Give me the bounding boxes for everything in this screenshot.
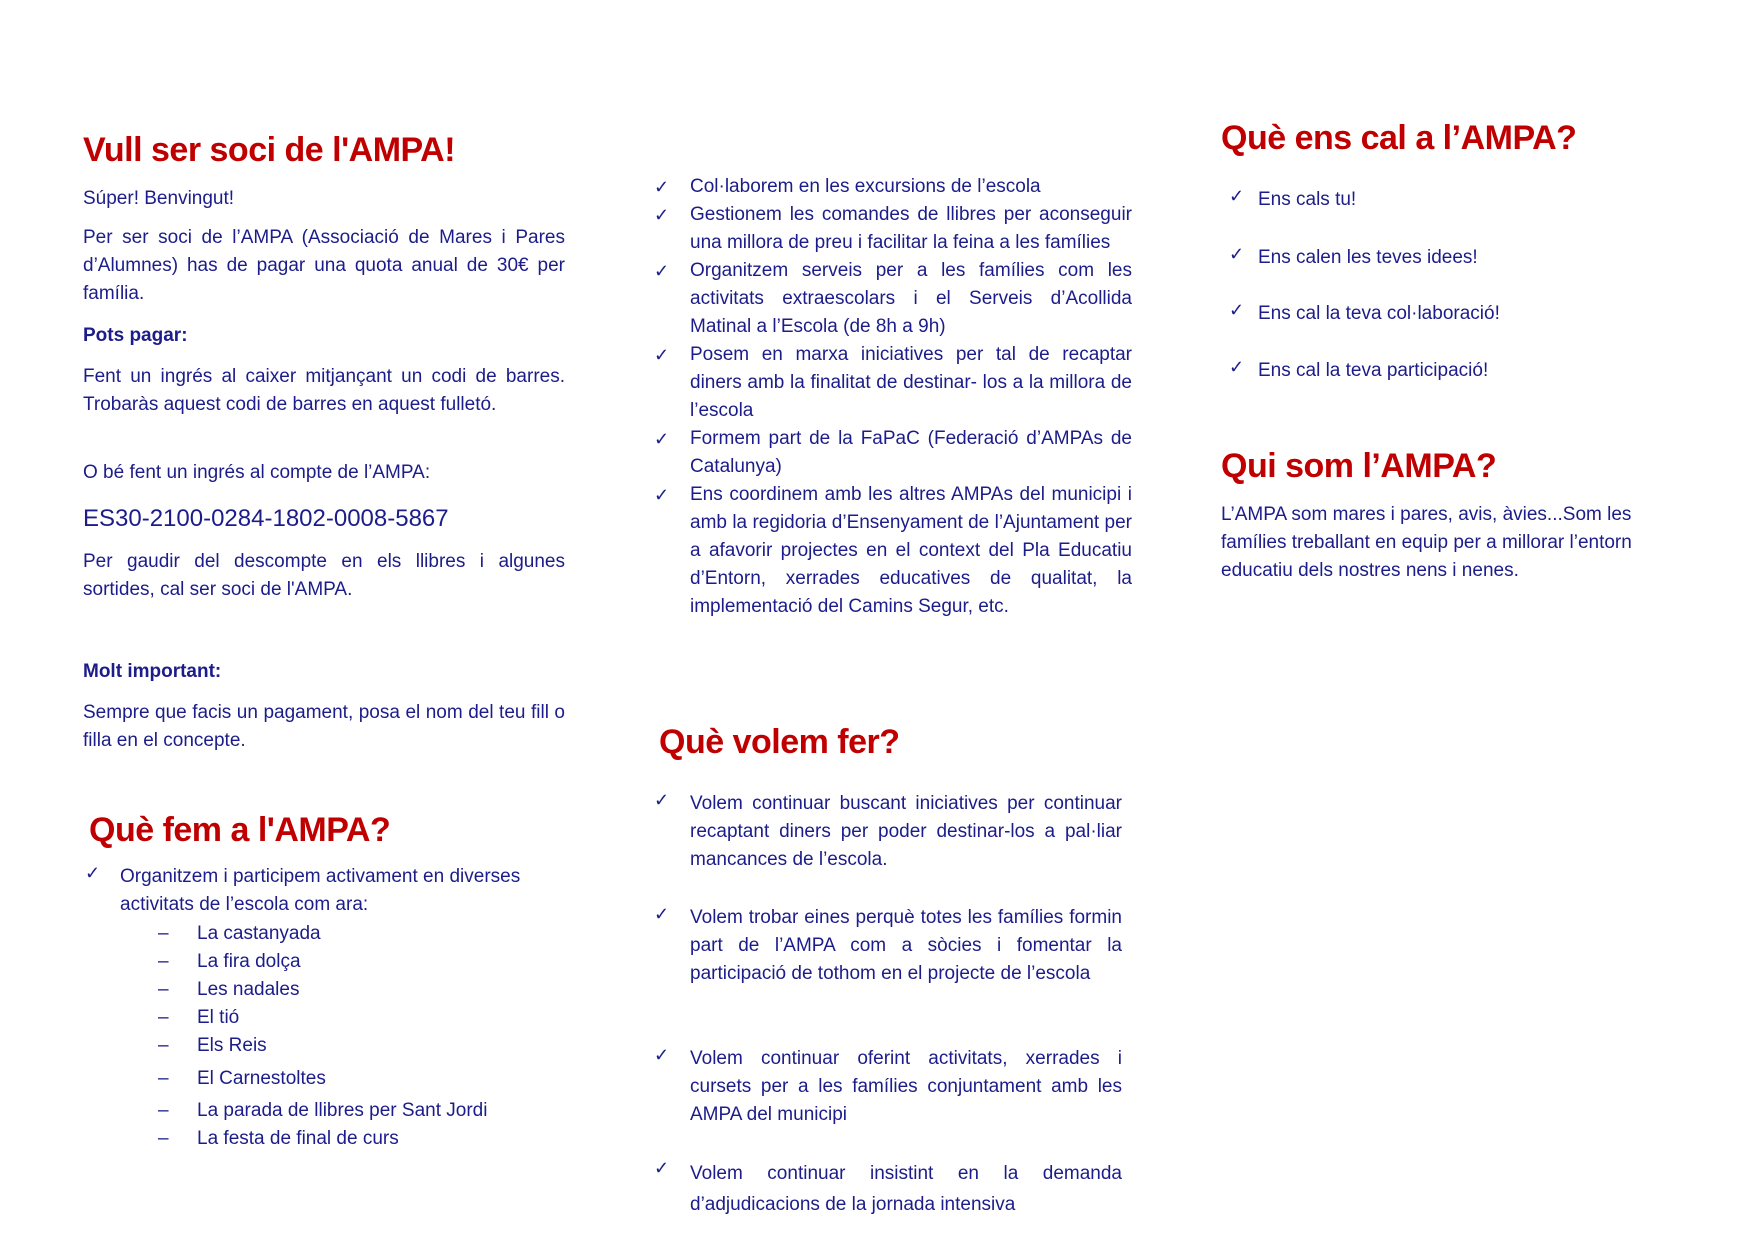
list-item: ✓ Gestionem les comandes de llibres per aconseguir una millora de preu i facilitar la feina a les famílies — [690, 201, 1132, 257]
who-we-are-text: L’AMPA som mares i pares, avis, àvies...Som les famílies treballant en equip per a millorar l’entorn educatiu dels nostres nens i nenes. — [1221, 504, 1632, 581]
dash-icon: – — [158, 1035, 169, 1056]
need-item: ✓ Ens cal la teva col·laboració! — [1229, 300, 1500, 324]
welcome-text: Súper! Benvingut! — [83, 188, 235, 209]
want-item: ✓ Volem trobar eines perquè totes les famílies formin part de l’AMPA com a sòcies i fomentar la participació de tothom en el projecte de l’escola — [654, 904, 1122, 984]
check-icon: ✓ — [654, 1158, 670, 1178]
discount-text: Per gaudir del descompte en els llibres i algunes sortides, cal ser soci de l'AMPA. — [83, 551, 565, 600]
check-icon: ✓ — [654, 1045, 670, 1065]
list-item: ✓ Posem en marxa iniciatives per tal de recaptar diners amb la finalitat de destinar- los a la millora de l’escola — [690, 341, 1132, 425]
what-we-do-item — [85, 863, 565, 919]
heading-become-member: Vull ser soci de l'AMPA! — [83, 131, 456, 169]
check-icon: ✓ — [1229, 357, 1245, 377]
check-icon: ✓ — [1229, 186, 1245, 206]
heading-who-we-are: Qui som l’AMPA? — [1221, 447, 1497, 485]
pay-label: Pots pagar: — [83, 325, 188, 346]
heading-what-we-do: Què fem a l'AMPA? — [89, 811, 391, 849]
check-icon: ✓ — [654, 261, 670, 281]
need-item: ✓ Ens cal la teva participació! — [1229, 357, 1489, 381]
want-item: ✓ Volem continuar insistint en la demanda d’adjudicacions de la jornada intensiva — [654, 1158, 1122, 1215]
check-icon: ✓ — [654, 485, 670, 505]
want-item: ✓ Volem continuar oferint activitats, xerrades i cursets per a les famílies conjuntament amb les AMPA del municipi — [654, 1045, 1122, 1125]
list-item: ✓ Ens coordinem amb les altres AMPAs del municipi i amb la regidoria d’Ensenyament de l’Ajuntament per a afavorir projectes en el context del Pla Educatiu d’Entorn, xerrades educatives de qualitat, la implementació del Camins Segur, etc. — [690, 481, 1132, 621]
check-icon: ✓ — [1229, 244, 1245, 264]
check-icon: ✓ — [654, 205, 670, 225]
heading-what-we-want: Què volem fer? — [659, 723, 900, 761]
list-item: ✓ Col·laborem en les excursions de l’escola — [690, 173, 1132, 201]
check-icon: ✓ — [654, 790, 670, 810]
list-item: ✓ Organitzem serveis per a les famílies com les activitats extraescolars i el Serveis d’Acollida Matinal a l’Escola (de 8h a 9h) — [690, 257, 1132, 341]
dash-icon: – — [158, 1100, 169, 1121]
dash-icon: – — [158, 979, 169, 1000]
list-item: ✓ Formem part de la FaPaC (Federació d’AMPAs de Catalunya) — [690, 425, 1132, 481]
check-icon: ✓ — [1229, 300, 1245, 320]
pay-option-barcode: Fent un ingrés al caixer mitjançant un codi de barres. Trobaràs aquest codi de barres en aquest fulletó. — [83, 366, 565, 415]
need-item: ✓ Ens calen les teves idees! — [1229, 244, 1478, 268]
activities-checklist — [654, 173, 1132, 621]
check-icon: ✓ — [654, 345, 670, 365]
check-icon: ✓ — [654, 429, 670, 449]
dash-icon: – — [158, 923, 169, 944]
dash-icon: – — [158, 951, 169, 972]
heading-what-we-need: Què ens cal a l’AMPA? — [1221, 119, 1577, 157]
need-item: ✓ Ens cals tu! — [1229, 186, 1357, 210]
check-icon: ✓ — [654, 904, 670, 924]
check-icon: ✓ — [654, 177, 670, 197]
pay-option-account: O bé fent un ingrés al compte de l’AMPA: — [83, 462, 431, 483]
dash-icon: – — [158, 1007, 169, 1028]
want-item: ✓ Volem continuar buscant iniciatives per continuar recaptant diners per poder destinar-los a pal·liar mancances de l’escola. — [654, 790, 1122, 870]
iban-number: ES30-2100-0284-1802-0008-5867 — [83, 505, 449, 532]
important-label: Molt important: — [83, 661, 222, 682]
what-we-do-text: Organitzem i participem activament en diverses activitats de l’escola com ara: — [120, 866, 521, 915]
check-icon: ✓ — [85, 863, 101, 883]
dash-icon: – — [158, 1068, 169, 1089]
intro-text: Per ser soci de l’AMPA (Associació de Mares i Pares d’Alumnes) has de pagar una quota anual de 30€ per família. — [83, 227, 565, 304]
dash-icon: – — [158, 1128, 169, 1149]
important-text: Sempre que facis un pagament, posa el nom del teu fill o filla en el concepte. — [83, 702, 565, 751]
